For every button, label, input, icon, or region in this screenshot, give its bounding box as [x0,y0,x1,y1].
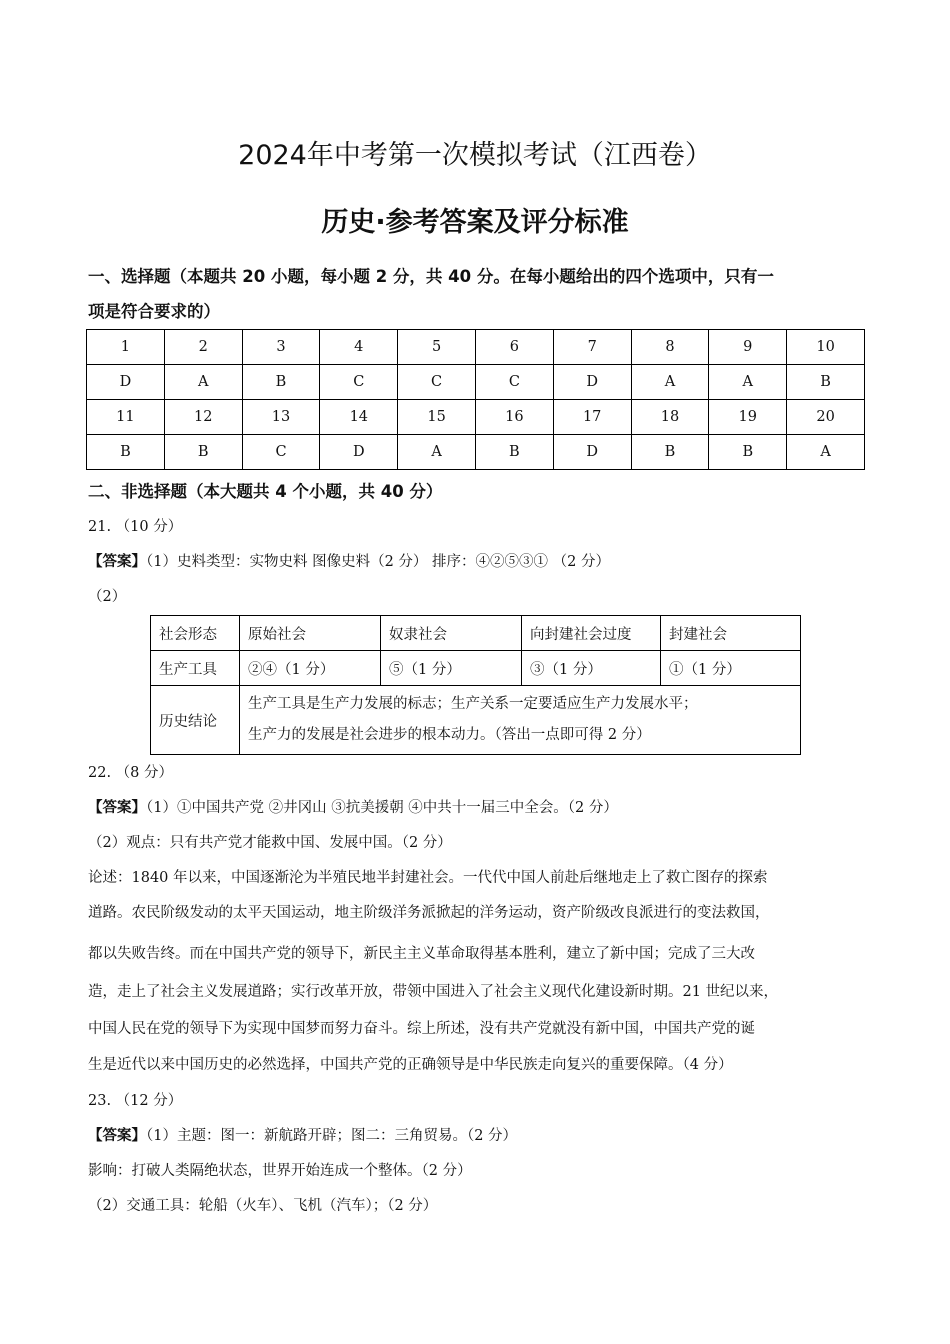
table-cell: C [475,365,553,400]
section1-heading-line2: 项是符合要求的） [88,302,220,321]
section1-heading-line1: 一、选择题（本题共 20 小题，每小题 2 分，共 40 分。在每小题给出的四个选项中，只有一 [88,267,774,286]
table-cell-conclusion [240,686,801,755]
q22-para-line: 中国人民在党的领导下为实现中国梦而努力奋斗。综上所述，没有共产党就没有新中国，中国共产党的诞 [88,1021,755,1037]
table-cell: 14 [320,400,398,435]
table-cell: 生产工具 [151,651,240,686]
q21-line1-text: （1）史料类型：实物史料 图像史料（2 分） 排序：④②⑤③① （2 分） [146,554,610,570]
table-cell: B [709,435,787,470]
table-cell: 8 [631,330,709,365]
table-cell: B [631,435,709,470]
q21-answer-line1 [88,550,610,571]
table-cell: A [398,435,476,470]
table-row [87,330,865,365]
table-cell: 历史结论 [151,686,240,755]
table-cell: 19 [709,400,787,435]
q23-line1-text: （1）主题：图一：新航路开辟；图二：三角贸易。（2 分） [146,1128,518,1144]
table-cell: 社会形态 [151,616,240,651]
table-cell: ③（1 分） [522,651,661,686]
table-cell: C [320,365,398,400]
table-cell: 原始社会 [240,616,381,651]
table-cell: D [87,365,165,400]
table-cell: B [242,365,320,400]
table-cell: B [164,435,242,470]
answer-tag: 【答案】 [88,553,146,570]
page-subtitle: 历史·参考答案及评分标准 [321,207,629,238]
q22-answer-line1 [88,796,618,817]
q21-part2-label: （2） [88,589,127,605]
table-cell: 5 [398,330,476,365]
table-cell: 7 [553,330,631,365]
q21-society-table [150,615,801,755]
table-cell: 向封建社会过度 [522,616,661,651]
table-cell: 9 [709,330,787,365]
q22-para-line: 道路。农民阶级发动的太平天国运动，地主阶级洋务派掀起的洋务运动，资产阶级改良派进行的变法救国， [88,905,770,921]
table-cell: A [164,365,242,400]
q23-answer-line1 [88,1124,517,1145]
table-cell: 2 [164,330,242,365]
table-cell: 18 [631,400,709,435]
answer-tag: 【答案】 [88,799,146,816]
table-cell: D [553,365,631,400]
table-cell: 6 [475,330,553,365]
table-cell: 11 [87,400,165,435]
table-cell: ①（1 分） [661,651,801,686]
section2-heading: 二、非选择题（本大题共 4 个小题，共 40 分） [88,482,443,501]
table-row [87,365,865,400]
table-cell: ⑤（1 分） [381,651,522,686]
table-cell: 封建社会 [661,616,801,651]
table-cell: 10 [787,330,865,365]
q21-number: 21. （10 分） [88,519,183,535]
table-row [151,616,801,651]
page-title: 2024年中考第一次模拟考试（江西卷） [238,140,712,171]
conclusion-line: 生产力的发展是社会进步的根本动力。（答出一点即可得 2 分） [248,727,651,743]
table-cell: 16 [475,400,553,435]
table-row [151,686,801,755]
q23-number: 23. （12 分） [88,1093,183,1109]
table-cell: B [475,435,553,470]
table-cell: A [787,435,865,470]
table-row [87,435,865,470]
table-cell: 奴隶社会 [381,616,522,651]
table-cell: D [320,435,398,470]
table-cell: 13 [242,400,320,435]
choice-answer-table [86,329,865,470]
q22-para-line: 都以失败告终。而在中国共产党的领导下，新民主主义革命取得基本胜利，建立了新中国；完成了三大改 [88,946,755,962]
q22-line2: （2）观点：只有共产党才能救中国、发展中国。（2 分） [88,835,452,851]
table-cell: C [242,435,320,470]
table-cell: ②④（1 分） [240,651,381,686]
q23-line2: 影响：打破人类隔绝状态，世界开始连成一个整体。（2 分） [88,1163,472,1179]
table-cell: A [709,365,787,400]
table-cell: 4 [320,330,398,365]
table-cell: B [787,365,865,400]
table-cell: C [398,365,476,400]
table-cell: D [553,435,631,470]
table-cell: 1 [87,330,165,365]
conclusion-line: 生产工具是生产力发展的标志；生产关系一定要适应生产力发展水平； [248,696,698,712]
table-cell: 12 [164,400,242,435]
table-cell: B [87,435,165,470]
q22-number: 22. （8 分） [88,765,174,781]
q22-para-line: 论述：1840 年以来，中国逐渐沦为半殖民地半封建社会。一代代中国人前赴后继地走上了救亡图存的探索 [88,870,768,886]
table-row [151,651,801,686]
q23-line3: （2）交通工具：轮船（火车）、飞机（汽车）；（2 分） [88,1198,438,1214]
table-cell: 15 [398,400,476,435]
table-cell: 17 [553,400,631,435]
answer-tag: 【答案】 [88,1127,146,1144]
q22-para-line: 造，走上了社会主义发展道路；实行改革开放，带领中国进入了社会主义现代化建设新时期。21 世纪以来， [88,984,779,1000]
table-row [87,400,865,435]
q22-line1-text: （1）①中国共产党 ②井冈山 ③抗美援朝 ④中共十一届三中全会。（2 分） [146,800,618,816]
table-cell: 3 [242,330,320,365]
q22-para-line: 生是近代以来中国历史的必然选择，中国共产党的正确领导是中华民族走向复兴的重要保障。（4 分） [88,1057,733,1073]
table-cell: 20 [787,400,865,435]
table-cell: A [631,365,709,400]
